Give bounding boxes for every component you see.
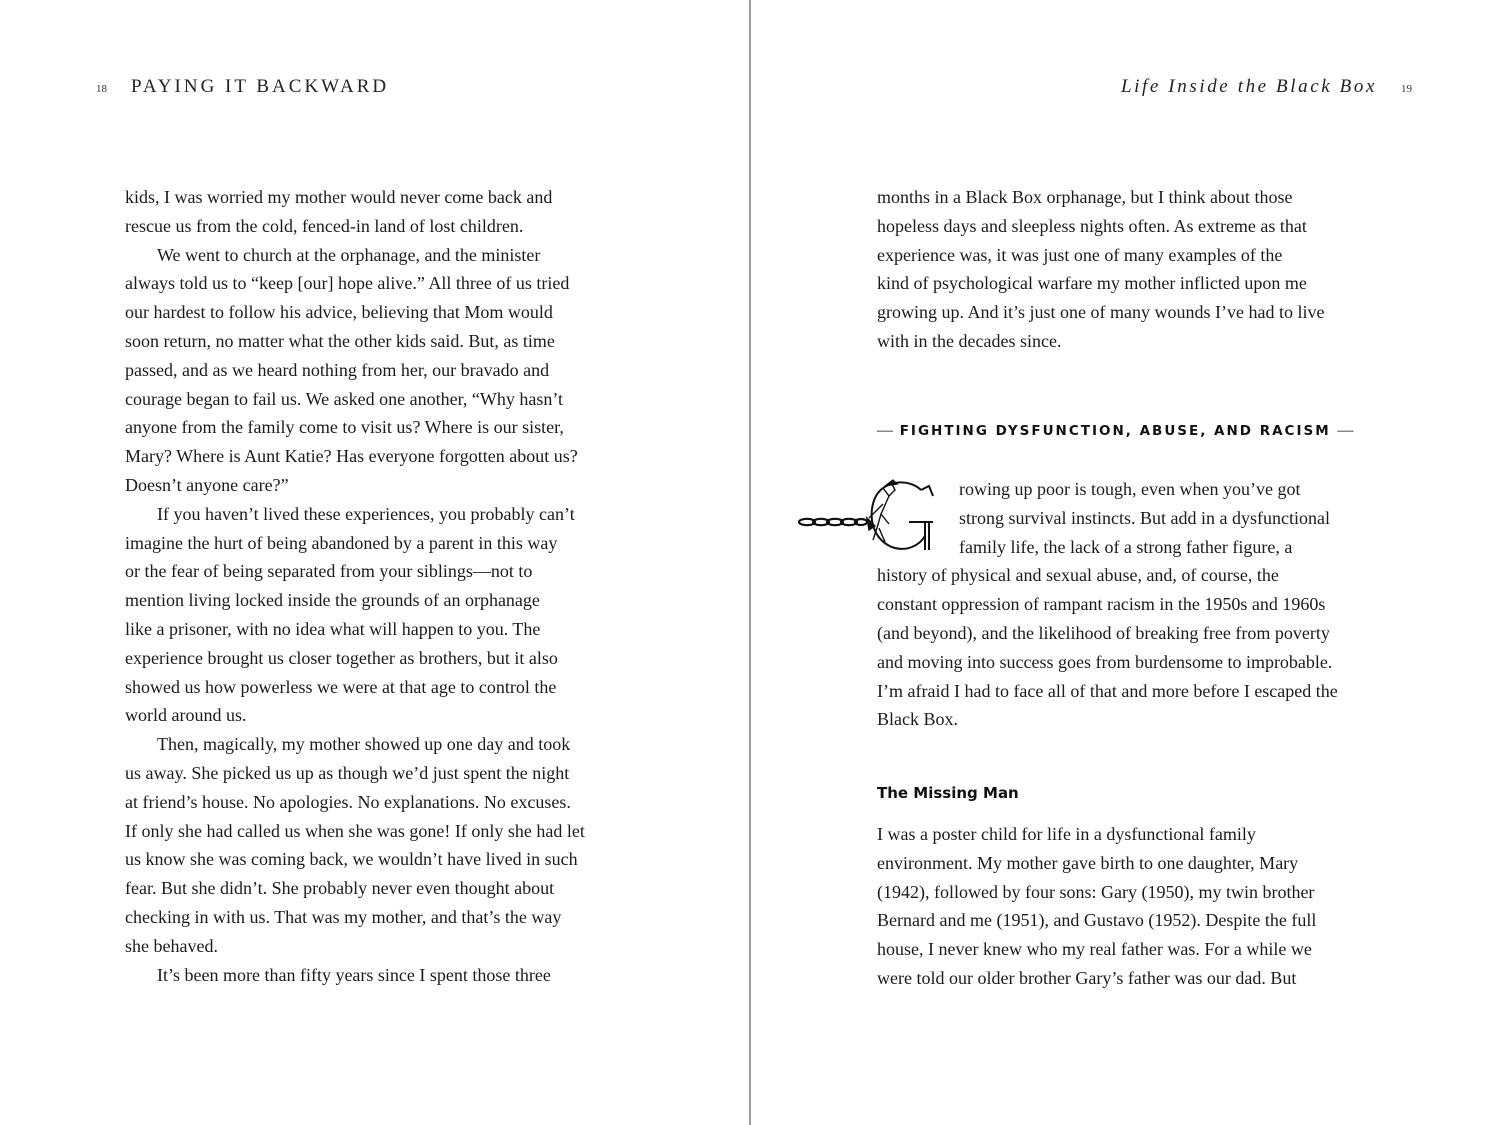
text-line: us know she was coming back, we wouldn’t have lived in such: [125, 849, 578, 870]
text-line: she behaved.: [125, 935, 218, 956]
left-body-text: [125, 183, 685, 989]
text-line: anyone from the family come to visit us? Where is our sister,: [125, 417, 564, 438]
text-line: Then, magically, my mother showed up one day and took: [157, 734, 571, 755]
text-line: We went to church at the orphanage, and the minister: [157, 244, 541, 265]
text-line: Doesn’t anyone care?”: [125, 474, 289, 495]
heading-dash-left: —: [877, 422, 893, 439]
paragraph: [125, 961, 685, 990]
paragraph: [125, 500, 685, 730]
text-line: months in a Black Box orphanage, but I think about those: [877, 187, 1293, 207]
text-line: mention living locked inside the grounds of an orphanage: [125, 590, 540, 611]
text-line: with in the decades since.: [877, 330, 1062, 351]
left-page: [0, 0, 749, 1125]
text-line: imagine the hurt of being abandoned by a parent in this way: [125, 532, 558, 553]
right-page: [751, 0, 1500, 1125]
text-line: growing up. And it’s just one of many wounds I’ve had to live: [877, 302, 1325, 323]
text-line: environment. My mother gave birth to one daughter, Mary: [877, 852, 1299, 873]
text-line: If you haven’t lived these experiences, you probably can’t: [157, 503, 575, 524]
text-line: soon return, no matter what the other kids said. But, as time: [125, 330, 555, 351]
text-line: strong survival instincts. But add in a dysfunctional: [959, 507, 1330, 528]
text-line: hopeless days and sleepless nights often. As extreme as that: [877, 215, 1307, 236]
text-line: fear. But she didn’t. She probably never even thought about: [125, 878, 555, 899]
right-header: [1121, 76, 1412, 98]
text-line: I was a poster child for life in a dysfunctional family: [877, 824, 1256, 844]
section-heading: [877, 422, 1353, 440]
text-line: (and beyond), and the likelihood of breaking free from poverty: [877, 622, 1330, 643]
text-line: were told our older brother Gary’s father was our dad. But: [877, 967, 1297, 988]
text-line: world around us.: [125, 705, 247, 726]
text-line: It’s been more than fifty years since I spent those three: [157, 964, 551, 985]
text-line: checking in with us. That was my mother, and that’s the way: [125, 906, 562, 927]
text-line: Mary? Where is Aunt Katie? Has everyone forgotten about us?: [125, 446, 578, 467]
subheading-missing-man: The Missing Man: [877, 784, 1019, 802]
text-line: our hardest to follow his advice, believing that Mom would: [125, 302, 553, 323]
paragraph: [125, 183, 685, 241]
text-line: and moving into success goes from burdensome to improbable.: [877, 651, 1333, 672]
paragraph: [125, 241, 685, 500]
chain-icon: [799, 519, 867, 525]
text-line: rowing up poor is tough, even when you’ve got: [959, 479, 1301, 499]
text-line: Black Box.: [877, 709, 958, 730]
text-line: I’m afraid I had to face all of that and more before I escaped the: [877, 680, 1338, 701]
text-line: kids, I was worried my mother would never come back and: [125, 187, 553, 207]
text-line: or the fear of being separated from your siblings—not to: [125, 561, 533, 582]
text-line: courage began to fail us. We asked one another, “Why hasn’t: [125, 388, 564, 409]
text-line: experience brought us closer together as brothers, but it also: [125, 647, 558, 668]
text-line: constant oppression of rampant racism in the 1950s and 1960s: [877, 594, 1326, 615]
text-line: showed us how powerless we were at that age to control the: [125, 676, 557, 697]
text-line: always told us to “keep [our] hope alive.” All three of us tried: [125, 273, 570, 294]
text-line: family life, the lack of a strong father figure, a: [959, 536, 1293, 557]
paragraph: [125, 730, 685, 960]
text-line: If only she had called us when she was gone! If only she had let: [125, 820, 585, 841]
text-line: rescue us from the cold, fenced-in land of lost children.: [125, 215, 524, 236]
text-line: at friend’s house. No apologies. No explanations. No excuses.: [125, 791, 571, 812]
text-line: experience was, it was just one of many examples of the: [877, 244, 1283, 265]
text-line: like a prisoner, with no idea what will happen to you. The: [125, 618, 541, 639]
drop-cap-paragraph: [877, 475, 1338, 734]
text-line: house, I never knew who my real father was. For a while we: [877, 939, 1312, 960]
left-running-title: PAYING IT BACKWARD: [131, 76, 390, 97]
left-header: [96, 76, 389, 98]
text-line: history of physical and sexual abuse, and, of course, the: [877, 565, 1279, 586]
text-line: (1942), followed by four sons: Gary (1950), my twin brother: [877, 881, 1315, 902]
right-page-number: 19: [1401, 83, 1412, 95]
text-line: passed, and as we heard nothing from her, our bravado and: [125, 359, 550, 380]
continued-paragraph: [877, 183, 1324, 356]
right-running-title: Life Inside the Black Box: [1121, 76, 1377, 97]
heading-dash-right: —: [1337, 422, 1354, 439]
text-line: Bernard and me (1951), and Gustavo (1952). Despite the full: [877, 910, 1317, 931]
text-line: kind of psychological warfare my mother inflicted upon me: [877, 273, 1307, 294]
missing-man-paragraph: [877, 820, 1316, 993]
left-page-number: 18: [96, 83, 107, 95]
text-line: us away. She picked us up as though we’d just spent the night: [125, 762, 570, 783]
section-heading-text: FIGHTING DYSFUNCTION, ABUSE, AND RACISM: [899, 423, 1331, 439]
